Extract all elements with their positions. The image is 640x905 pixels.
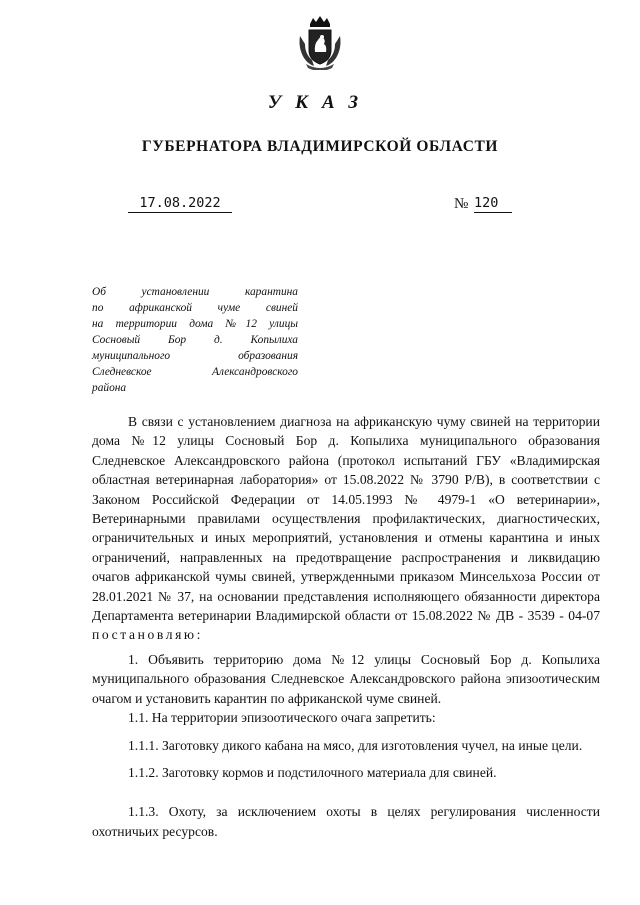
subject-line: по африканской чуме свиней <box>92 302 298 314</box>
subject-line: Об установлении карантина <box>92 286 298 298</box>
decree-date: 17.08.2022 <box>128 195 232 213</box>
subject-line: Следневское Александровского <box>92 366 298 378</box>
item-1-1-3: 1.1.3. Охоту, за исключением охоты в целях регулирования численности охотничьих ресурсов. <box>92 804 600 839</box>
preamble-text: В связи с установлением диагноза на африканскую чуму свиней на территории дома №12 улицы Сосновый Бор д. Копылиха муниципального образования Следневское Александровского района (протокол испытаний ГБУ «Владимирская областная ветеринарная лаборатория» от 15.08.2022 № 3790 Р/В), в соответствии с Законом Российской Федерации от 14.05.1993 № 4979-1 «О ветеринарии», Ветеринарными правилами осуществления профилактических, диагностических, ограничительных и иных мероприятий, установления и отмены карантина и иных ограничений, направленных на предотвращение распространения и ликвидацию очагов африканской чумы свиней, утвержденными приказом Минсельхоза России от 28.01.2021 № 37, на основании представления исполняющего обязанности директора Департамента ветеринарии Владимирской области от 15.08.2022 № ДВ - 3539 - 04-07 <box>92 414 600 624</box>
number-label: № <box>454 196 469 212</box>
decree-subject <box>92 284 298 396</box>
preamble-paragraph <box>92 412 600 645</box>
subject-line: Сосновый Бор д. Копылиха <box>92 334 298 346</box>
item-1-1-1: 1.1.1. Заготовку дикого кабана на мясо, для изготовления чучел, на иные цели. <box>128 737 583 753</box>
document-title: УКАЗ <box>267 92 373 113</box>
item-1-1: 1.1. На территории эпизоотического очага запретить: <box>128 710 436 726</box>
subject-line: района <box>92 382 127 394</box>
document-subtitle: ГУБЕРНАТОРА ВЛАДИМИРСКОЙ ОБЛАСТИ <box>141 138 499 155</box>
decree-word: постановляю: <box>92 627 204 643</box>
subject-line: муниципального образования <box>92 350 298 362</box>
subject-line: на территории дома №12 улицы <box>92 318 298 330</box>
item-1-1-2: 1.1.2. Заготовку кормов и подстилочного материала для свиней. <box>128 764 497 780</box>
decree-body <box>92 412 600 841</box>
item-1: 1. Объявить территорию дома №12 улицы Сосновый Бор д. Копылиха муниципального образования Следневское Александровского района эпизоотическим очагом и установить карантин по африканской чуме свиней. <box>92 651 600 706</box>
coat-of-arms-icon <box>296 14 344 70</box>
decree-number: 120 <box>474 195 512 213</box>
